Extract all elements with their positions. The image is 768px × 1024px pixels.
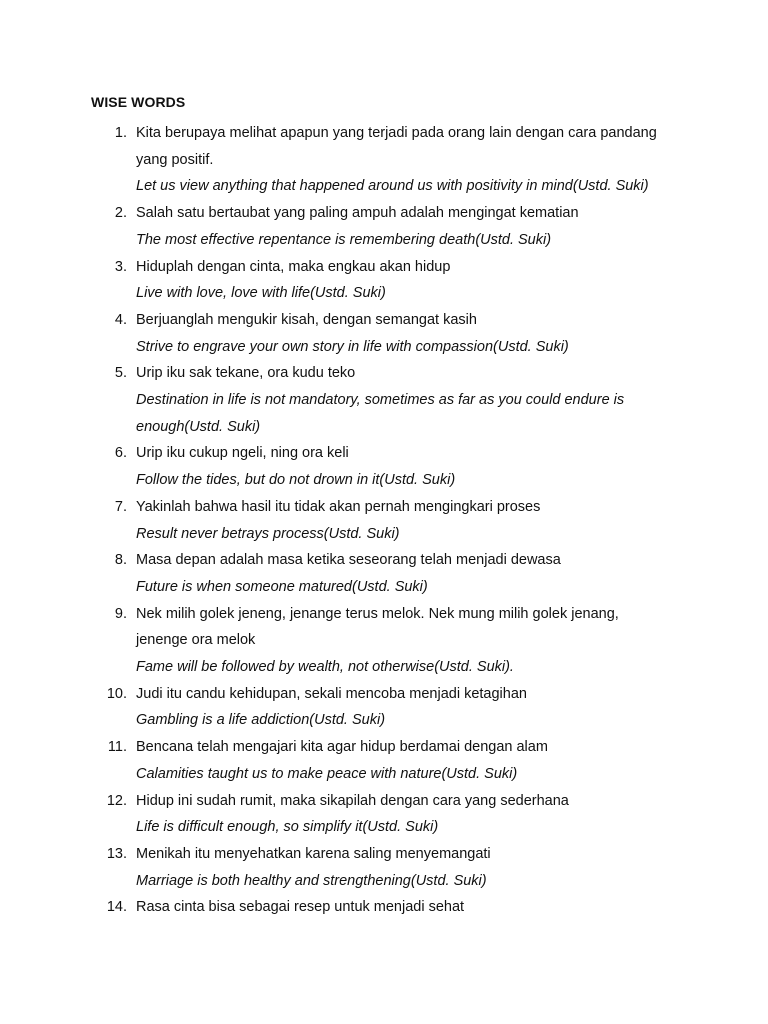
list-item-number: 14. (106, 899, 127, 916)
quote-text: Bencana telah mengajari kita agar hidup berdamai dengan alam (136, 739, 548, 756)
quote-text: Judi itu candu kehidupan, sekali mencoba menjadi ketagihan (136, 685, 527, 702)
list-item (0, 360, 768, 440)
quote-text: Yakinlah bahwa hasil itu tidak akan pernah mengingkari proses (136, 498, 541, 515)
list-item (0, 307, 768, 360)
quote-translation: Destination in life is not mandatory, sometimes as far as you could endure is (136, 392, 625, 409)
list-item-number: 4. (114, 311, 127, 328)
list-item (0, 200, 768, 253)
quote-translation: Strive to engrave your own story in life with compassion(Ustd. Suki) (136, 338, 569, 355)
list-item (0, 254, 768, 307)
list-item (0, 440, 768, 493)
list-item-number: 2. (114, 205, 127, 222)
list-item-number: 12. (106, 792, 127, 809)
quote-translation: Life is difficult enough, so simplify it(Ustd. Suki) (136, 819, 439, 836)
quote-text: Menikah itu menyehatkan karena saling menyemangati (136, 845, 491, 862)
quote-translation: Gambling is a life addiction(Ustd. Suki) (136, 712, 386, 729)
quote-text: Hidup ini sudah rumit, maka sikapilah dengan cara yang sederhana (136, 792, 569, 809)
list-item (0, 841, 768, 894)
list-item (0, 547, 768, 600)
list-item-number: 9. (114, 605, 127, 622)
list-item-number: 6. (114, 445, 127, 462)
quote-translation: Result never betrays process(Ustd. Suki) (136, 525, 400, 542)
quote-text: Hiduplah dengan cinta, maka engkau akan hidup (136, 258, 451, 275)
list-item-number: 1. (114, 125, 127, 141)
quote-translation: Fame will be followed by wealth, not otherwise(Ustd. Suki). (136, 659, 514, 676)
list-item-number: 7. (114, 498, 127, 515)
quote-text: Berjuanglah mengukir kisah, dengan semangat kasih (136, 311, 477, 328)
quote-translation: Calamities taught us to make peace with nature(Ustd. Suki) (136, 765, 518, 782)
quote-text: Urip iku cukup ngeli, ning ora keli (136, 445, 349, 462)
list-item (0, 681, 768, 734)
quote-translation: The most effective repentance is remembering death(Ustd. Suki) (136, 231, 552, 248)
quote-text: jenenge ora melok (136, 632, 256, 649)
quote-translation: enough(Ustd. Suki) (136, 418, 261, 435)
list-item-number: 11. (107, 739, 127, 756)
quote-text: Salah satu bertaubat yang paling ampuh adalah mengingat kematian (136, 205, 579, 222)
quote-text: yang positif. (136, 151, 214, 168)
list-item (0, 894, 768, 921)
quote-translation: Marriage is both healthy and strengthening(Ustd. Suki) (136, 872, 487, 889)
quote-text: Rasa cinta bisa sebagai resep untuk menjadi sehat (136, 899, 465, 916)
list-item (0, 120, 768, 200)
quote-text: Kita berupaya melihat apapun yang terjadi pada orang lain dengan cara pandang (136, 125, 657, 141)
quote-list (0, 120, 768, 921)
list-item-number: 10. (106, 685, 127, 702)
quote-translation: Future is when someone matured(Ustd. Suki) (136, 578, 428, 595)
quote-text: Nek milih golek jeneng, jenange terus melok. Nek mung milih golek jenang, (136, 605, 619, 622)
list-item (0, 734, 768, 787)
list-item-number: 5. (114, 365, 127, 382)
document-title: WISE WORDS (91, 94, 186, 110)
list-item-number: 13. (106, 845, 127, 862)
list-item-number: 8. (114, 552, 127, 569)
quote-translation: Live with love, love with life(Ustd. Suki) (136, 285, 386, 302)
quote-translation: Follow the tides, but do not drown in it(Ustd. Suki) (136, 472, 456, 489)
list-item (0, 601, 768, 681)
quote-text: Masa depan adalah masa ketika seseorang telah menjadi dewasa (136, 552, 561, 569)
list-item (0, 494, 768, 547)
quote-translation: Let us view anything that happened around us with positivity in mind(Ustd. Suki) (136, 178, 649, 195)
list-item (0, 788, 768, 841)
list-item-number: 3. (114, 258, 127, 275)
quote-text: Urip iku sak tekane, ora kudu teko (136, 365, 356, 382)
